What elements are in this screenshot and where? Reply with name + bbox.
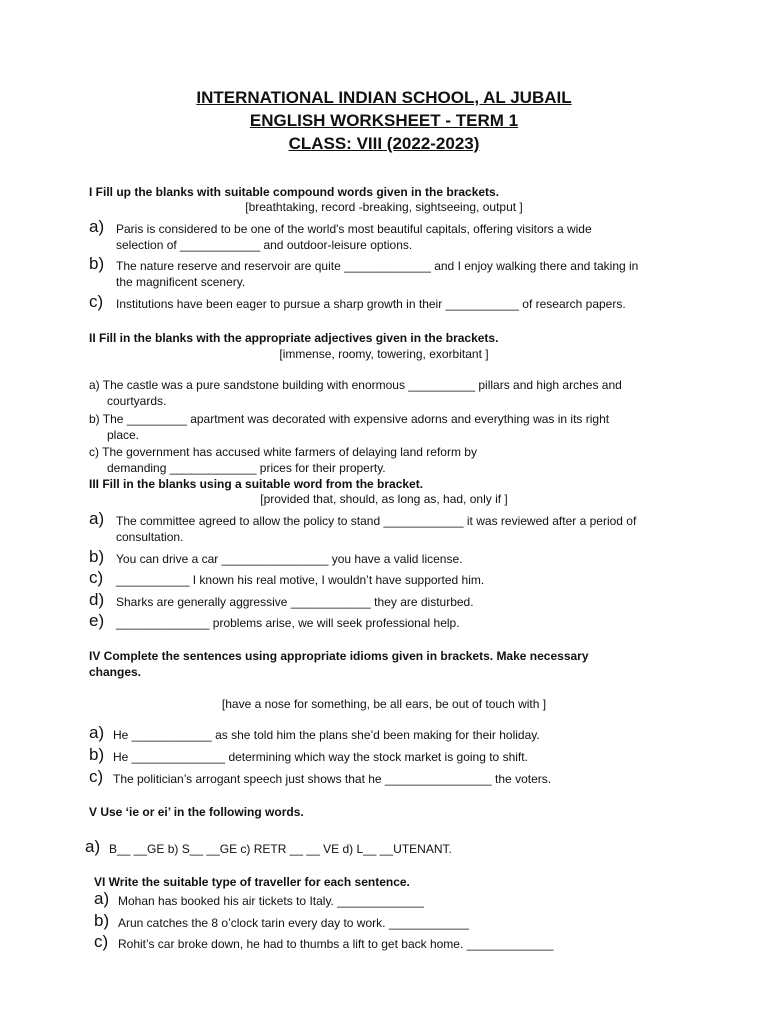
item-text: Institutions have been eager to pursue a sharp growth in their ___________ of research papers. [116,297,626,311]
section-3-title: III Fill in the blanks using a suitable word from the bracket. [89,477,424,491]
item-label: e) [89,611,105,630]
item-label: c) [94,932,109,951]
section-2-item-c [89,444,679,476]
section-4-options: [have a nose for something, be all ears, be out of touch with ] [221,697,547,711]
section-1-item-c [89,292,679,312]
section-3-item-b [89,547,679,567]
section-6-item-b [94,911,684,931]
item-text: Rohit’s car broke down, he had to thumbs a lift to get back home. _____________ [118,937,554,951]
item-label: a) [85,837,101,856]
worksheet-title: ENGLISH WORKSHEET - TERM 1 [249,111,519,130]
item-text: selection of ____________ and outdoor-leisure options. [116,238,413,252]
item-label: d) [89,590,105,609]
item-text: courtyards. [107,394,167,408]
section-6-item-c [94,932,684,952]
item-text: place. [107,428,140,442]
item-label: c) [89,568,104,587]
item-label: c) [89,767,104,786]
item-text: Arun catches the 8 o’clock tarin every day to work. ____________ [118,916,469,930]
item-text: ___________ I known his real motive, I wouldn’t have supported him. [116,573,485,587]
item-text: consultation. [116,530,184,544]
item-text: B__ __GE b) S__ __GE c) RETR __ __ VE d) L__ __UTENANT. [109,842,452,856]
section-4-item-b [89,745,679,765]
item-text: Sharks are generally aggressive ____________ they are disturbed. [116,595,474,609]
section-3-item-a [89,509,679,545]
section-1-item-b [89,254,679,290]
section-2-title: II Fill in the blanks with the appropriate adjectives given in the brackets. [89,331,499,345]
item-label: b) [89,254,105,273]
item-text: The nature reserve and reservoir are quite _____________ and I enjoy walking there and taking in [116,259,639,273]
section-3-item-d [89,590,679,610]
item-label: a) [89,217,105,236]
item-text: He ____________ as she told him the plans she’d been making for their holiday. [113,728,540,742]
item-label: a) [94,889,110,908]
section-5-words [85,837,675,857]
section-3-options: [provided that, should, as long as, had, only if ] [260,492,508,506]
item-text: You can drive a car ________________ you have a valid license. [116,552,463,566]
item-text: He ______________ determining which way the stock market is going to shift. [113,750,528,764]
item-label: b) [94,911,110,930]
item-text: a) The castle was a pure sandstone building with enormous __________ pillars and high arches and [89,378,622,392]
section-1-title: I Fill up the blanks with suitable compound words given in the brackets. [89,185,500,199]
item-text: b) The _________ apartment was decorated with expensive adorns and everything was in its right [89,412,610,426]
item-text: ______________ problems arise, we will seek professional help. [116,616,460,630]
item-text: The politician’s arrogant speech just shows that he ________________ the voters. [113,772,552,786]
item-text: The committee agreed to allow the policy to stand ____________ it was reviewed after a period of [116,514,637,528]
section-4-item-c [89,767,679,787]
item-text: c) The government has accused white farmers of delaying land reform by [89,445,477,459]
school-name: INTERNATIONAL INDIAN SCHOOL, AL JUBAIL [196,88,572,107]
section-1-item-a [89,217,679,253]
section-4-item-a [89,723,679,743]
item-text: Mohan has booked his air tickets to Italy. _____________ [118,894,424,908]
section-6-item-a [94,889,684,909]
section-4-title-cont: changes. [89,665,142,679]
section-3-item-e [89,611,679,631]
section-2-options: [immense, roomy, towering, exorbitant ] [279,347,489,361]
section-4-title: IV Complete the sentences using appropriate idioms given in brackets. Make necessary [89,649,589,663]
section-6-title: VI Write the suitable type of traveller for each sentence. [94,875,410,889]
section-5-title: V Use ‘ie or ei’ in the following words. [89,805,304,819]
item-text: demanding _____________ prices for their property. [107,461,386,475]
class-title: CLASS: VIII (2022-2023) [288,134,480,153]
section-2-item-b [89,411,679,443]
item-label: b) [89,547,105,566]
section-3-item-c [89,568,679,588]
section-1-options: [breathtaking, record -breaking, sightseeing, output ] [245,200,523,214]
item-label: c) [89,292,104,311]
section-2-item-a [89,377,679,409]
item-label: a) [89,723,105,742]
item-label: a) [89,509,105,528]
item-text: the magnificent scenery. [116,275,246,289]
item-text: Paris is considered to be one of the world's most beautiful capitals, offering visitors a wide [116,222,592,236]
item-label: b) [89,745,105,764]
